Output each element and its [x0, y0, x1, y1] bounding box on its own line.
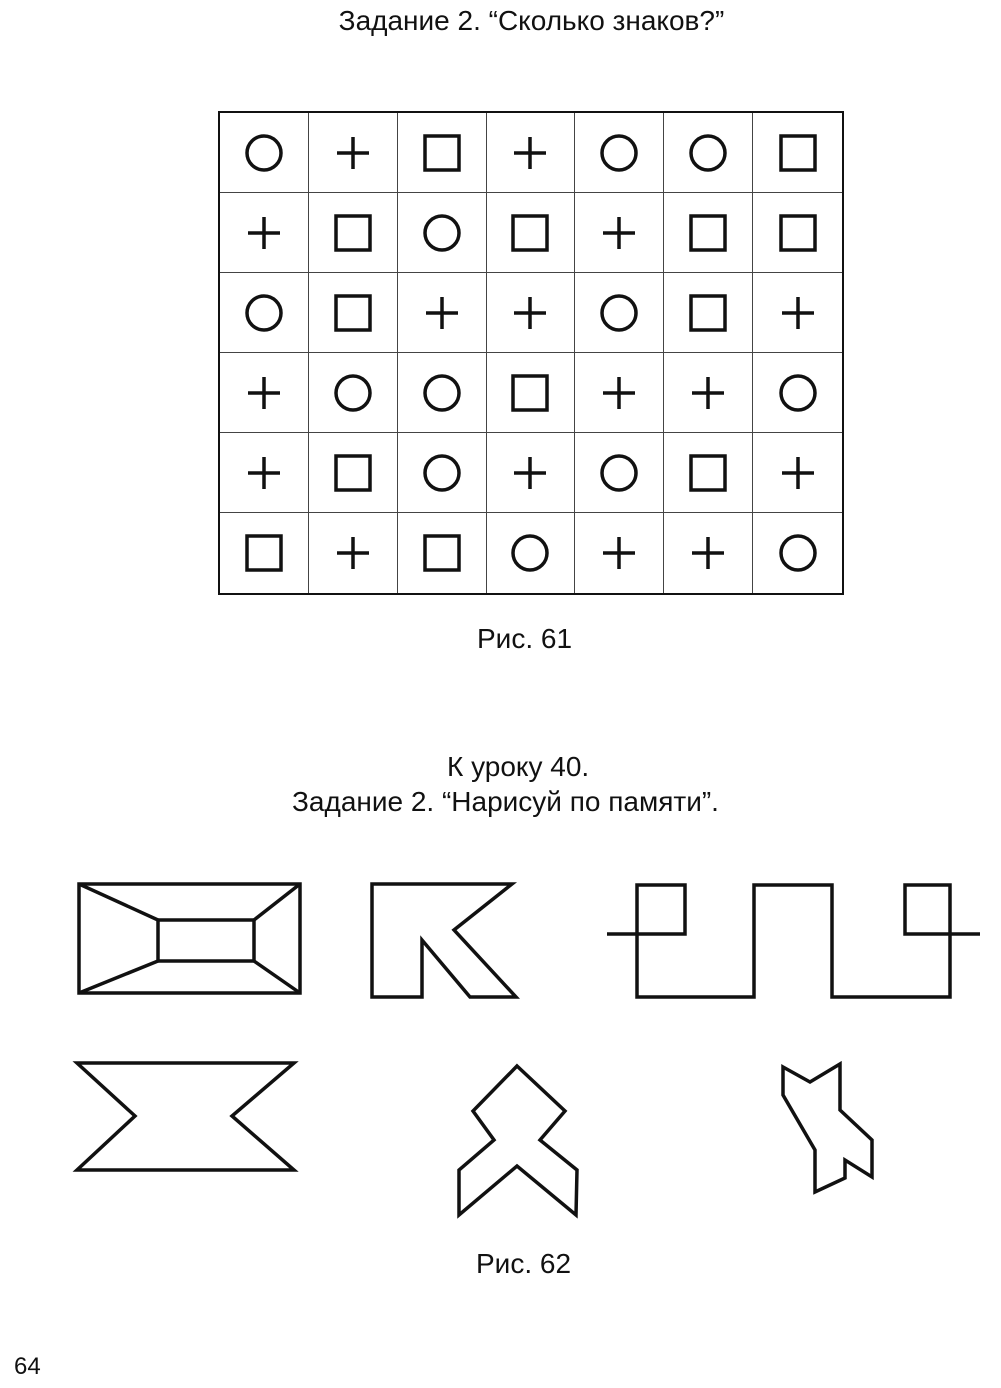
grid-cell: [398, 353, 487, 433]
grid-cell: [664, 433, 753, 513]
grid-cell: [664, 353, 753, 433]
symbol-grid: [218, 111, 844, 595]
grid-cell: [220, 113, 309, 193]
circle-icon: [420, 451, 464, 495]
circle-icon: [331, 371, 375, 415]
plus-icon: [776, 291, 820, 335]
grid-cell: [575, 113, 664, 193]
circle-icon: [242, 131, 286, 175]
square-icon: [420, 531, 464, 575]
grid-cell: [664, 513, 753, 593]
square-icon: [331, 211, 375, 255]
grid-cell: [487, 433, 576, 513]
square-icon: [331, 291, 375, 335]
grid-cell: [753, 433, 842, 513]
grid-cell: [664, 193, 753, 273]
grid-cell: [575, 193, 664, 273]
grid-cell: [575, 513, 664, 593]
task-title: Задание 2. “Сколько знаков?”: [338, 5, 725, 36]
person-shape-figure: [459, 1066, 577, 1215]
grid-cell: [398, 273, 487, 353]
square-icon: [331, 451, 375, 495]
circle-icon: [242, 291, 286, 335]
circle-icon: [686, 131, 730, 175]
grid-cell: [487, 273, 576, 353]
grid-cell: [753, 193, 842, 273]
grid-cell: [309, 353, 398, 433]
grid-cell: [220, 513, 309, 593]
grid-cell: [309, 113, 398, 193]
grid-cell: [664, 113, 753, 193]
square-icon: [776, 131, 820, 175]
square-icon: [776, 211, 820, 255]
circle-icon: [597, 131, 641, 175]
square-icon: [686, 211, 730, 255]
grid-cell: [575, 353, 664, 433]
grid-cell: [220, 193, 309, 273]
square-icon: [242, 531, 286, 575]
circle-icon: [776, 531, 820, 575]
k-shape-figure: [372, 884, 516, 997]
grid-cell: [309, 513, 398, 593]
figure-caption: Рис. 62: [476, 1248, 572, 1279]
plus-icon: [597, 371, 641, 415]
page-number: 64: [14, 1353, 41, 1380]
figure-caption: Рис. 61: [477, 623, 573, 654]
plus-icon: [776, 451, 820, 495]
grid-cell: [309, 433, 398, 513]
task-title: Задание 2. “Нарисуй по памяти”.: [292, 786, 719, 817]
lesson-heading: К уроку 40.: [447, 751, 590, 782]
grid-cell: [487, 193, 576, 273]
grid-cell: [575, 273, 664, 353]
bowtie-figure: [77, 1063, 294, 1170]
plus-icon: [686, 531, 730, 575]
plus-icon: [420, 291, 464, 335]
grid-cell: [753, 113, 842, 193]
grid-cell: [664, 273, 753, 353]
plus-icon: [508, 451, 552, 495]
square-icon: [508, 211, 552, 255]
grid-cell: [398, 433, 487, 513]
square-icon: [508, 371, 552, 415]
grid-cell: [398, 513, 487, 593]
grid-cell: [487, 513, 576, 593]
grid-cell: [575, 433, 664, 513]
square-icon: [420, 131, 464, 175]
grid-cell: [220, 353, 309, 433]
circle-icon: [420, 371, 464, 415]
grid-cell: [220, 273, 309, 353]
grid-cell: [487, 353, 576, 433]
square-icon: [686, 291, 730, 335]
plus-icon: [686, 371, 730, 415]
circle-icon: [420, 211, 464, 255]
grid-cell: [487, 113, 576, 193]
plus-icon: [597, 531, 641, 575]
zigzag-shape-figure: [783, 1064, 872, 1192]
grid-cell: [753, 513, 842, 593]
square-wave-line-figure: [607, 885, 980, 997]
plus-icon: [508, 131, 552, 175]
grid-cell: [398, 113, 487, 193]
grid-cell: [309, 193, 398, 273]
plus-icon: [242, 451, 286, 495]
grid-cell: [309, 273, 398, 353]
square-icon: [686, 451, 730, 495]
circle-icon: [776, 371, 820, 415]
framed-rectangle-figure: [79, 884, 300, 993]
grid-cell: [753, 273, 842, 353]
circle-icon: [508, 531, 552, 575]
circle-icon: [597, 451, 641, 495]
plus-icon: [331, 131, 375, 175]
plus-icon: [242, 371, 286, 415]
grid-cell: [398, 193, 487, 273]
grid-cell: [220, 433, 309, 513]
plus-icon: [508, 291, 552, 335]
plus-icon: [597, 211, 641, 255]
plus-icon: [242, 211, 286, 255]
grid-cell: [753, 353, 842, 433]
plus-icon: [331, 531, 375, 575]
circle-icon: [597, 291, 641, 335]
